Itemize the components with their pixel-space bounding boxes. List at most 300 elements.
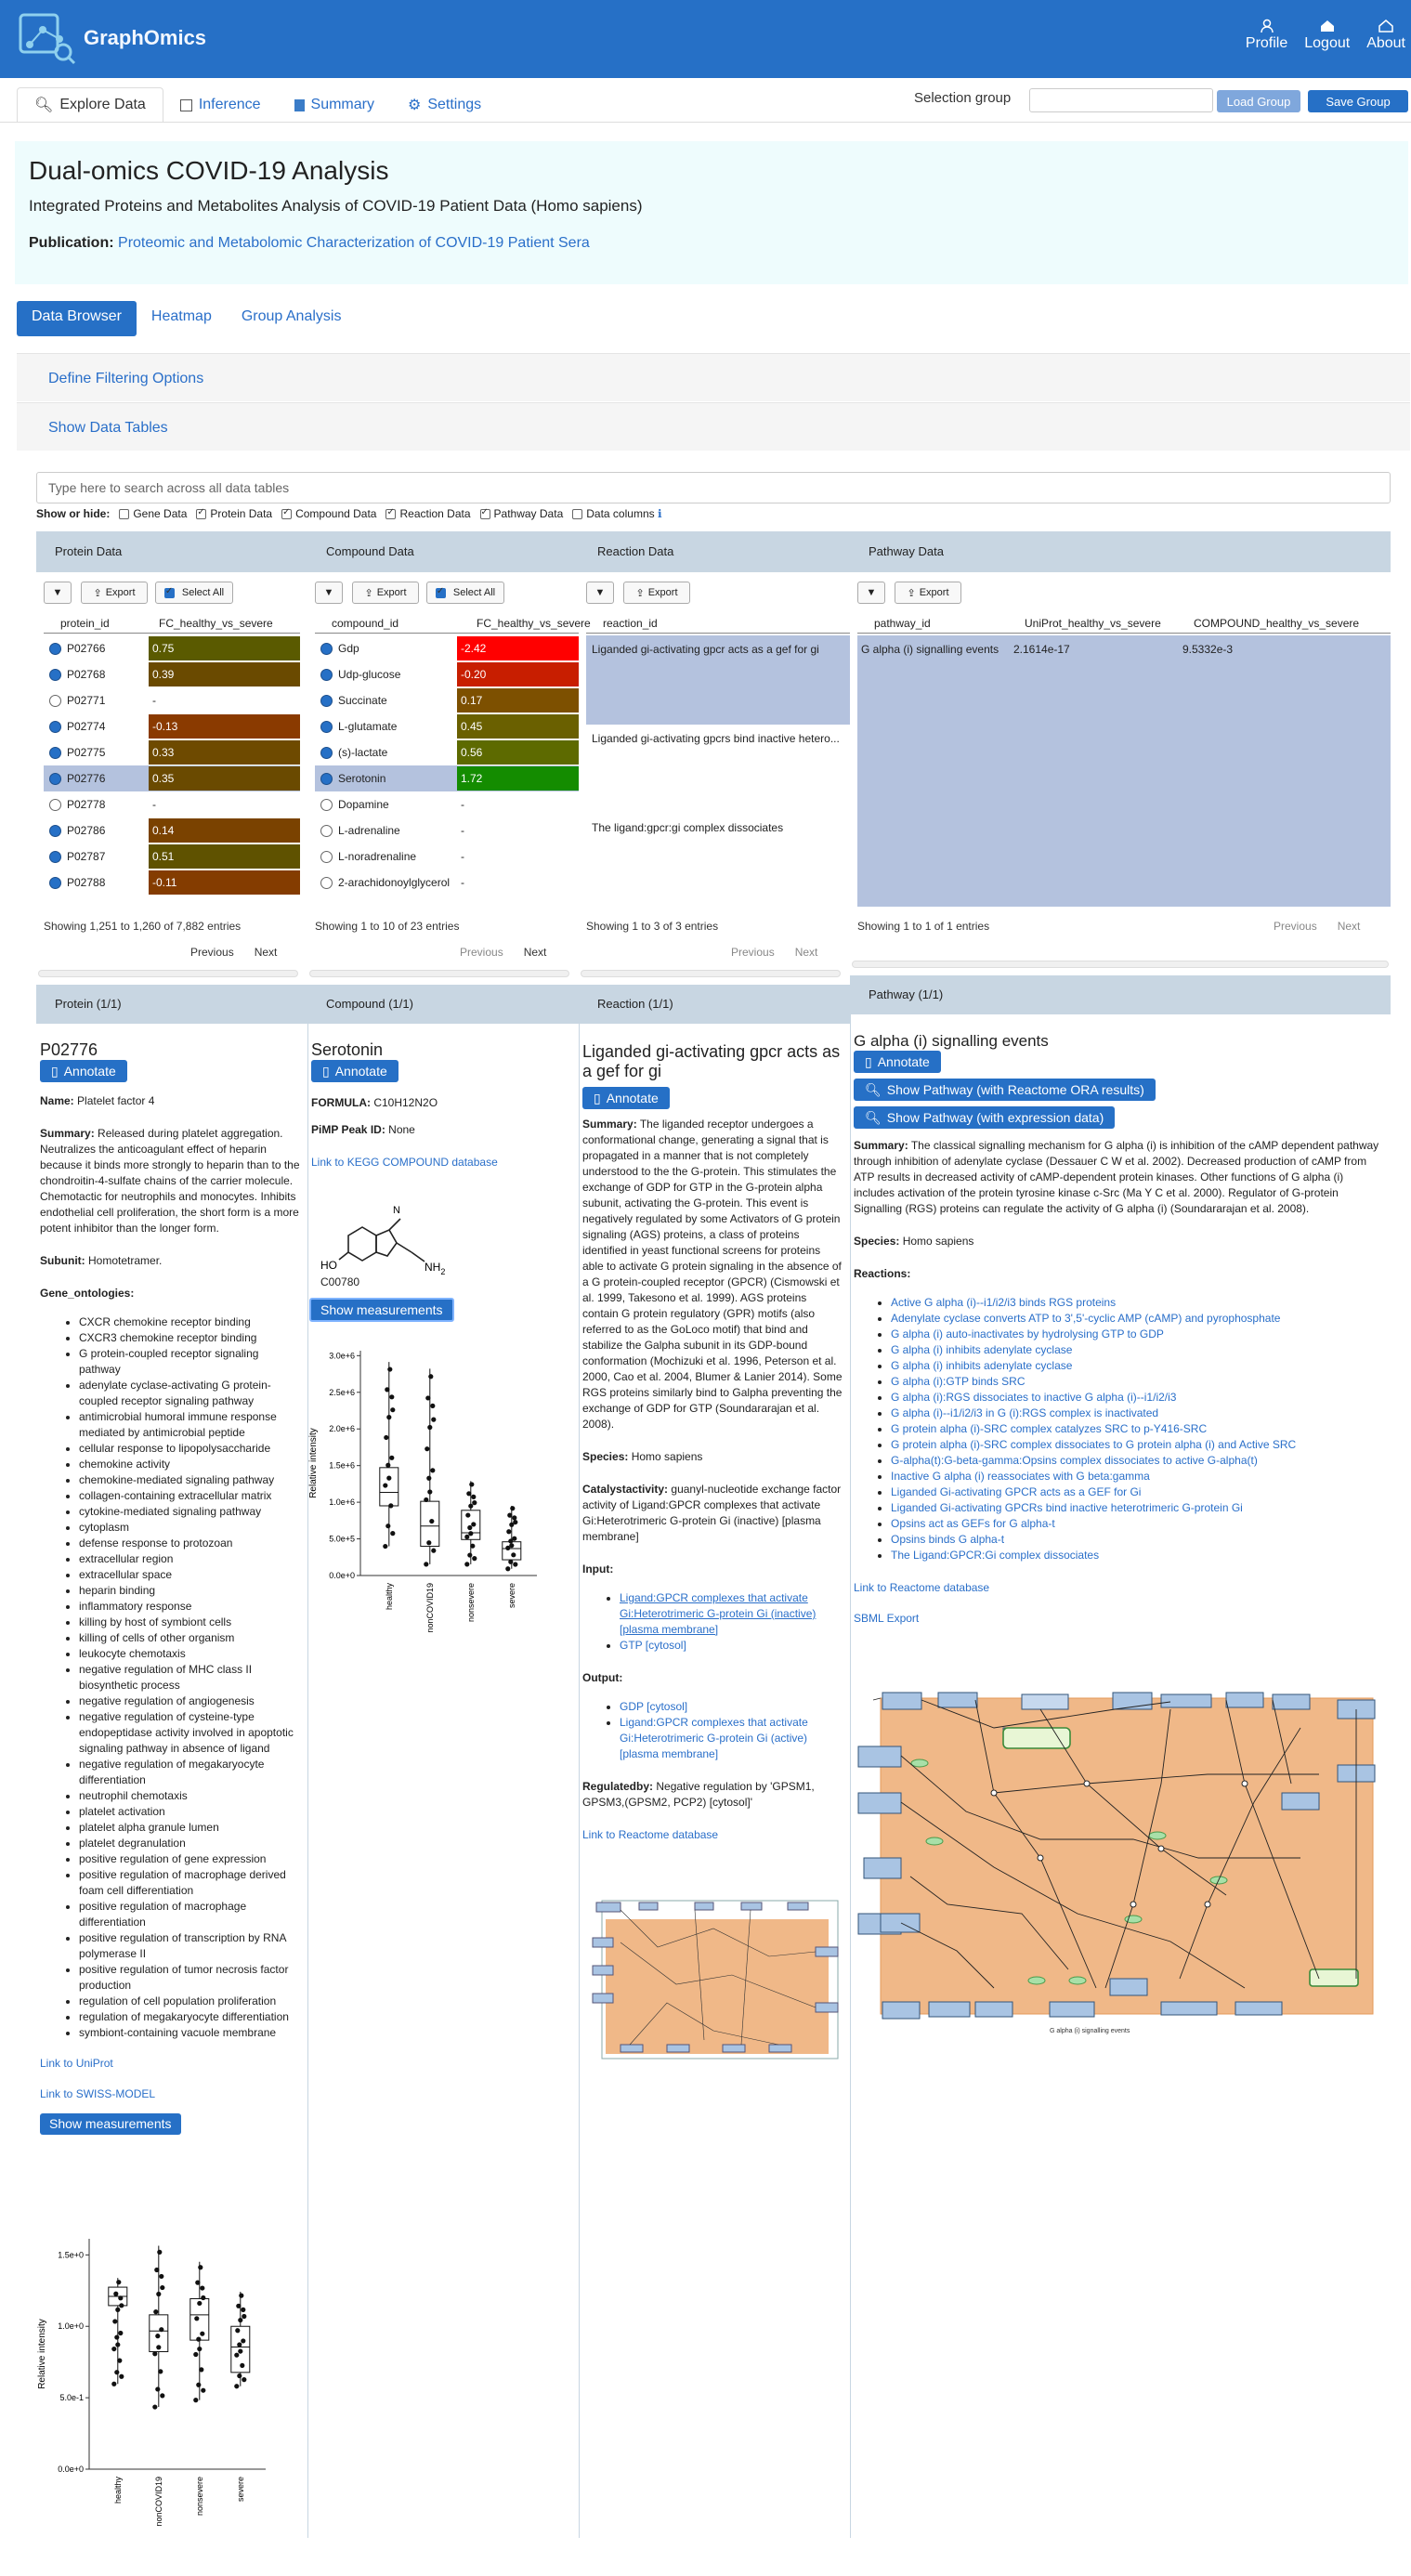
reaction-diagram-thumbnail[interactable] — [583, 1891, 845, 2068]
data-point — [426, 1476, 431, 1481]
col-protein-id[interactable]: protein_id — [60, 617, 110, 630]
col-fc[interactable]: FC_healthy_vs_severe — [159, 617, 273, 630]
annotate-button[interactable] — [40, 1060, 127, 1082]
fc-cell: -2.42 — [457, 636, 579, 660]
list-item — [891, 1295, 1387, 1311]
logout-label: Logout — [1304, 35, 1351, 51]
publication — [29, 235, 590, 252]
structure-atom-ho: HO — [320, 1259, 337, 1272]
selection-dot[interactable] — [320, 721, 333, 733]
table-row[interactable] — [315, 791, 579, 817]
gene-ontology-list — [79, 1314, 300, 2041]
next-link[interactable]: Next — [254, 946, 278, 959]
list-item — [891, 1453, 1387, 1469]
show-pathway-expression-button[interactable] — [854, 1106, 1115, 1129]
protein-boxplot — [33, 2229, 275, 2527]
selection-dot[interactable] — [49, 721, 61, 733]
list-item — [620, 1715, 844, 1762]
inference-icon — [180, 99, 192, 111]
table-row[interactable] — [315, 635, 579, 661]
table-row[interactable] — [44, 870, 300, 896]
export-label: Export — [647, 587, 678, 598]
selection-dot[interactable] — [320, 773, 333, 785]
table-row[interactable] — [315, 765, 579, 791]
fc-cell: 1.72 — [457, 766, 579, 791]
data-point — [471, 1522, 476, 1526]
tab-settings[interactable] — [391, 87, 498, 123]
summary-text: The classical signalling mechanism for G alpha (i) is inhibition of the cAMP dependent pathway through inhibition of adenylate cyclase (Dessauer C W et al. 2002). Decreased production of cAMP from ATP results in decreased activity of cAMP-dependent protein kinases. Other functions of G alpha (i) includes activation of the protein tyrosine kinase c-Src (Ma Y C et al. 2000). Regulator of G-protein Signalling (RGS) proteins can regulate the activity of G alpha (i) (Soundararajan et al. 2008). — [854, 1139, 1379, 1215]
checkbox-icon — [480, 509, 490, 519]
annotate-button[interactable] — [582, 1087, 670, 1109]
column-menu-button[interactable]: ▼ — [857, 582, 885, 604]
list-item — [891, 1469, 1387, 1484]
list-item: • neutrophil chemotaxis — [79, 1788, 300, 1804]
table-row[interactable] — [315, 661, 579, 687]
data-point — [116, 2280, 121, 2284]
selection-dot[interactable] — [320, 799, 333, 811]
selection-dot[interactable] — [49, 877, 61, 889]
pathway-table-info: Showing 1 to 1 of 1 entries — [857, 920, 990, 933]
output-link[interactable]: GDP [cytosol] — [620, 1700, 688, 1713]
data-point — [157, 2250, 162, 2255]
name-value: Platelet factor 4 — [77, 1094, 155, 1107]
data-point — [160, 2393, 164, 2398]
export-icon: ⇪ — [364, 587, 373, 599]
list-item: • platelet alpha granule lumen — [79, 1820, 300, 1836]
toggle-label: Reaction Data — [399, 507, 471, 520]
annotate-button[interactable] — [854, 1051, 941, 1073]
tab-data-browser[interactable]: Data Browser — [17, 301, 137, 336]
horizontal-scrollbar[interactable] — [581, 970, 841, 977]
data-point — [430, 1468, 435, 1472]
data-tables-accordion[interactable] — [17, 402, 1410, 451]
tick-label: 5.0e-1 — [59, 2393, 84, 2403]
next-link[interactable]: Next — [523, 946, 547, 959]
box — [380, 1468, 398, 1506]
pathway-reactions-list — [891, 1295, 1387, 1563]
data-point — [464, 1535, 469, 1539]
show-pathway-ora-button[interactable] — [854, 1079, 1156, 1101]
col-fc[interactable]: FC_healthy_vs_severe — [477, 617, 591, 630]
kegg-link[interactable]: Link to KEGG COMPOUND database — [311, 1156, 498, 1169]
list-item: • CXCR3 chemokine receptor binding — [79, 1330, 300, 1346]
input-list — [620, 1590, 844, 1654]
load-group-button[interactable]: Load Group — [1217, 90, 1300, 112]
data-point — [390, 1531, 395, 1536]
reactions-label: Reactions: — [854, 1267, 911, 1280]
pathway-row-selected[interactable] — [857, 635, 1391, 907]
protein-id-cell: P02771 — [67, 694, 106, 707]
reaction-link[interactable]: G protein alpha (i)-SRC complex catalyzes SRC to p-Y416-SRC — [891, 1422, 1208, 1435]
data-point — [118, 2331, 123, 2335]
list-item: • G protein-coupled receptor signaling pathway — [79, 1346, 300, 1378]
data-point — [159, 2274, 163, 2279]
column-menu-button[interactable]: ▼ — [44, 582, 72, 604]
reaction-link[interactable]: G alpha (i)--i1/i2/i3 in G (i):RGS complex is inactivated — [891, 1406, 1159, 1419]
data-point — [508, 1538, 513, 1543]
data-point — [198, 2265, 203, 2269]
data-point — [505, 1546, 510, 1550]
table-row[interactable] — [44, 713, 300, 739]
data-point — [238, 2318, 242, 2322]
publication-link[interactable]: Proteomic and Metabolomic Characterization of COVID-19 Patient Sera — [118, 235, 590, 251]
x-tick-label: nonCOVID19 — [153, 2477, 163, 2527]
fc-cell: - — [152, 694, 156, 707]
next-link[interactable]: Next — [794, 946, 818, 959]
compound-table-header — [315, 613, 591, 634]
reaction-row[interactable]: The ligand:gpcr:gi complex dissociates — [592, 821, 784, 834]
list-item — [620, 1638, 844, 1654]
search-icon: 🔍︎ — [34, 98, 54, 113]
pimp-label: PiMP Peak ID: — [311, 1123, 385, 1136]
compound-show-measurements-button[interactable]: Show measurements — [309, 1298, 454, 1322]
summary-label: Summary: — [582, 1118, 637, 1131]
table-row[interactable] — [315, 843, 579, 870]
reaction-link[interactable]: G alpha (i) inhibits adenylate cyclase — [891, 1343, 1073, 1356]
list-item: • antimicrobial humoral immune response mediated by antimicrobial peptide — [79, 1409, 300, 1441]
analysis-subtitle: Integrated Proteins and Metabolites Analysis of COVID-19 Patient Data (Homo sapiens) — [29, 197, 643, 215]
data-point — [200, 2332, 204, 2336]
tab-group-analysis[interactable]: Group Analysis — [241, 308, 342, 324]
compound-boxplot — [305, 1338, 546, 1635]
tick-label: 3.0e+6 — [329, 1351, 355, 1361]
toggle-data-columns[interactable] — [572, 507, 661, 520]
table-row[interactable] — [44, 765, 300, 791]
list-item — [891, 1500, 1387, 1516]
horizontal-scrollbar[interactable] — [309, 970, 569, 977]
logout-link[interactable] — [1304, 19, 1350, 52]
protein-id-title: P02776 — [40, 1040, 98, 1059]
tab-label: Inference — [198, 97, 261, 112]
pathway-detail-header: Pathway (1/1) — [850, 975, 1391, 1014]
tick-label: 1.0e+6 — [329, 1497, 355, 1508]
col-pathway-id[interactable]: pathway_id — [874, 617, 931, 630]
data-point — [234, 2384, 239, 2388]
data-point — [197, 2301, 202, 2306]
reaction-link[interactable]: Opsins binds G alpha-t — [891, 1533, 1005, 1546]
col-uniprot[interactable]: UniProt_healthy_vs_severe — [1025, 617, 1161, 630]
reaction-link[interactable]: G alpha (i):GTP binds SRC — [891, 1375, 1026, 1388]
swissmodel-link[interactable]: Link to SWISS-MODEL — [40, 2087, 156, 2100]
list-item: • positive regulation of gene expression — [79, 1851, 300, 1867]
table-row[interactable] — [315, 687, 579, 713]
gear-icon: ⚙ — [407, 98, 422, 113]
col-compound-id[interactable]: compound_id — [332, 617, 399, 630]
data-point — [427, 1489, 432, 1494]
protein-table-header — [44, 613, 300, 634]
export-icon: ⇪ — [907, 587, 916, 599]
table-row[interactable] — [315, 713, 579, 739]
protein-id-cell: P02768 — [67, 668, 106, 681]
structure-subscript: 2 — [440, 1267, 446, 1276]
structure-atom-n: N — [393, 1205, 400, 1216]
reaction-link[interactable]: G-alpha(t):G-beta-gamma:Opsins complex dissociates to active G-alpha(t) — [891, 1454, 1258, 1467]
reaction-export-button[interactable] — [623, 582, 690, 604]
toggle-reaction-data[interactable] — [385, 507, 470, 520]
table-row[interactable] — [44, 635, 300, 661]
table-row[interactable] — [44, 739, 300, 765]
previous-link[interactable]: Previous — [731, 946, 775, 959]
toggle-gene-data[interactable] — [119, 507, 187, 520]
column-menu-button[interactable]: ▼ — [315, 582, 343, 604]
selection-dot[interactable] — [320, 643, 333, 655]
reaction-link[interactable]: The Ligand:GPCR:Gi complex dissociates — [891, 1549, 1100, 1562]
data-point — [119, 2374, 124, 2379]
data-point — [152, 2351, 157, 2356]
data-point — [384, 1435, 388, 1440]
reaction-table-info: Showing 1 to 3 of 3 entries — [586, 920, 719, 933]
data-point — [237, 2342, 242, 2347]
accordion-label: Define Filtering Options — [48, 371, 204, 386]
data-point — [464, 1562, 469, 1566]
save-group-button[interactable]: Save Group — [1308, 90, 1408, 112]
data-point — [424, 1562, 428, 1566]
formula-value: C10H12N2O — [373, 1096, 438, 1109]
list-item: • chemokine activity — [79, 1457, 300, 1472]
compound-id-cell: Dopamine — [338, 798, 389, 811]
table-row[interactable] — [315, 817, 579, 843]
reaction-regulation — [582, 1779, 844, 1811]
list-item — [891, 1390, 1387, 1406]
list-item: • platelet degranulation — [79, 1836, 300, 1851]
list-item: • positive regulation of transcription by RNA polymerase II — [79, 1930, 300, 1962]
show-hide-bar — [36, 507, 662, 520]
list-item: • regulation of megakaryocyte differentiation — [79, 2009, 300, 2025]
list-item — [620, 1699, 844, 1715]
selection-dot[interactable] — [49, 695, 61, 707]
user-icon — [1260, 19, 1274, 33]
protein-table-info: Showing 1,251 to 1,260 of 7,882 entries — [44, 920, 242, 933]
tick-label: 0.0e+0 — [58, 2465, 84, 2474]
data-point — [470, 1544, 475, 1549]
selection-dot[interactable] — [49, 799, 61, 811]
reaction-detail-header: Reaction (1/1) — [579, 985, 850, 1024]
list-item — [891, 1437, 1387, 1453]
reaction-summary — [582, 1117, 844, 1432]
tab-heatmap[interactable]: Heatmap — [150, 308, 212, 324]
reaction-row[interactable]: Liganded gi-activating gpcrs bind inactive hetero... — [592, 732, 840, 745]
col-compound[interactable]: COMPOUND_healthy_vs_severe — [1194, 617, 1360, 630]
reactome-link[interactable]: Link to Reactome database — [854, 1581, 990, 1594]
data-point — [241, 2308, 245, 2312]
publication-label: Publication: — [29, 235, 114, 251]
input-link[interactable]: Ligand:GPCR complexes that activate Gi:Heterotrimeric G-protein Gi (inactive) [plasma membrane] — [620, 1591, 817, 1636]
export-label: Export — [105, 587, 136, 598]
horizontal-scrollbar[interactable] — [852, 961, 1389, 968]
protein-select-all-button[interactable] — [155, 582, 233, 604]
compound-id-cell: L-noradrenaline — [338, 850, 417, 863]
toggle-pathway-data[interactable] — [480, 507, 564, 520]
annotate-label: Annotate — [606, 1090, 659, 1105]
summary-label: Summary: — [40, 1127, 95, 1140]
table-row[interactable] — [44, 843, 300, 870]
list-item: • extracellular space — [79, 1567, 300, 1583]
summary-label: Summary: — [854, 1139, 908, 1152]
toggle-protein-data[interactable] — [196, 507, 272, 520]
list-item: • killing of cells of other organism — [79, 1630, 300, 1646]
selection-dot[interactable] — [49, 825, 61, 837]
x-tick-label: severe — [235, 2477, 245, 2503]
species-value: Homo sapiens — [902, 1235, 974, 1248]
reaction-link[interactable]: Inactive G alpha (i) reassociates with G beta:gamma — [891, 1470, 1150, 1483]
button-label: Show Pathway (with expression data) — [886, 1109, 1104, 1125]
data-point — [159, 2327, 163, 2332]
selection-dot[interactable] — [49, 851, 61, 863]
subunit-value: Homotetramer. — [88, 1254, 163, 1267]
data-point — [508, 1560, 513, 1564]
x-tick-label: healthy — [384, 1583, 394, 1611]
reaction-link[interactable]: Liganded Gi-activating GPCRs bind inactive heterotrimeric G-protein Gi — [891, 1501, 1243, 1514]
selection-dot[interactable] — [49, 669, 61, 681]
selection-dot[interactable] — [320, 747, 333, 759]
annotate-button[interactable] — [311, 1060, 398, 1082]
selection-dot[interactable] — [320, 669, 333, 681]
previous-link[interactable]: Previous — [1274, 920, 1317, 933]
col-reaction-id[interactable]: reaction_id — [603, 617, 658, 630]
previous-link[interactable]: Previous — [190, 946, 234, 959]
profile-label: Profile — [1245, 35, 1288, 51]
list-item: • negative regulation of MHC class II biosynthetic process — [79, 1662, 300, 1693]
protein-id-cell: P02778 — [67, 798, 106, 811]
reaction-link[interactable]: Active G alpha (i)--i1/i2/i3 binds RGS proteins — [891, 1296, 1117, 1309]
table-row[interactable] — [44, 661, 300, 687]
list-item — [891, 1421, 1387, 1437]
column-menu-button[interactable]: ▼ — [586, 582, 614, 604]
selection-dot[interactable] — [320, 877, 333, 889]
data-point — [424, 1497, 428, 1502]
search-icon: 🔍︎ — [865, 1109, 882, 1125]
reaction-link[interactable]: G protein alpha (i)-SRC complex dissociates to G protein alpha (i) and Active SRC — [891, 1438, 1297, 1451]
checkbox-icon — [164, 588, 175, 598]
list-item: • negative regulation of cysteine-type endopeptidase activity involved in apoptotic signaling pathway in absence of ligand — [79, 1709, 300, 1757]
pathway-detail — [854, 1033, 1387, 1627]
data-point — [426, 1540, 431, 1545]
data-point — [238, 2348, 242, 2353]
data-point — [242, 2377, 246, 2382]
toggle-label: Gene Data — [133, 507, 188, 520]
formula-label: FORMULA: — [311, 1096, 371, 1109]
tick-label: 1.0e+0 — [58, 2321, 84, 2332]
structure-atom-nh2 — [425, 1261, 445, 1276]
selection-dot[interactable] — [320, 695, 333, 707]
data-point — [111, 2347, 116, 2351]
selection-dot[interactable] — [49, 747, 61, 759]
divider — [307, 1024, 308, 2538]
selection-dot[interactable] — [49, 643, 61, 655]
reaction-link[interactable]: G alpha (i):RGS dissociates to inactive G alpha (i)--i1/i2/i3 — [891, 1391, 1177, 1404]
toggle-label: Protein Data — [210, 507, 273, 520]
pathway-export-button[interactable] — [895, 582, 961, 604]
compound-select-all-button[interactable] — [426, 582, 504, 604]
table-row[interactable] — [44, 817, 300, 843]
data-point — [467, 1552, 472, 1557]
species-value: Homo sapiens — [631, 1450, 703, 1463]
reaction-link[interactable]: Opsins act as GEFs for G alpha-t — [891, 1517, 1055, 1530]
reaction-link[interactable]: G alpha (i) inhibits adenylate cyclase — [891, 1359, 1073, 1372]
export-icon: ⇪ — [635, 587, 645, 599]
showhide-label: Show or hide: — [36, 507, 111, 520]
tick-label: 1.5e+6 — [329, 1460, 355, 1471]
global-search-input[interactable]: Type here to search across all data tables — [36, 472, 1391, 503]
annotate-label: Annotate — [63, 1063, 116, 1079]
selection-dot[interactable] — [320, 825, 333, 837]
annotate-icon: ▯ — [51, 1063, 59, 1079]
previous-link[interactable]: Previous — [460, 946, 503, 959]
list-item — [891, 1358, 1387, 1374]
protein-id-cell: P02788 — [67, 876, 106, 889]
protein-show-measurements-button[interactable]: Show measurements — [40, 2113, 181, 2135]
about-link[interactable] — [1366, 19, 1405, 52]
input-link[interactable]: GTP [cytosol] — [620, 1639, 686, 1652]
profile-link[interactable] — [1246, 19, 1287, 52]
selection-group-label: Selection group — [914, 90, 1012, 106]
uniprot-link[interactable]: Link to UniProt — [40, 2057, 113, 2070]
tick-label: 1.5e+0 — [58, 2250, 84, 2260]
pathway-summary — [854, 1138, 1387, 1217]
table-row[interactable] — [315, 739, 579, 765]
next-link[interactable]: Next — [1337, 920, 1361, 933]
list-item: • regulation of cell population proliferation — [79, 1994, 300, 2009]
reaction-link[interactable]: Adenylate cyclase converts ATP to 3',5'-cyclic AMP (cAMP) and pyrophosphate — [891, 1312, 1281, 1325]
table-row[interactable] — [44, 791, 300, 817]
summary-text: Released during platelet aggregation. Neutralizes the anticoagulant effect of heparin because it binds more strongly to heparin than to the chondroitin-4-sulfate chains of the carrier molecule. Chemotactic for neutrophils and monocytes. Inhibits endothelial cell proliferation, the short form is a more potent inhibitor than the longer form. — [40, 1127, 300, 1235]
filter-options-accordion[interactable] — [17, 353, 1410, 401]
toggle-compound-data[interactable] — [281, 507, 376, 520]
selection-dot[interactable] — [320, 851, 333, 863]
table-row[interactable] — [44, 687, 300, 713]
data-point — [509, 1523, 514, 1527]
reactome-link[interactable]: Link to Reactome database — [582, 1828, 719, 1841]
tab-inference[interactable] — [163, 87, 278, 123]
about-icon — [1378, 19, 1393, 33]
reaction-link[interactable]: G alpha (i) auto-inactivates by hydrolysing GTP to GDP — [891, 1327, 1164, 1340]
protein-panel-header: Protein Data — [36, 531, 307, 572]
data-point — [510, 1506, 515, 1510]
fc-cell: 0.45 — [457, 714, 579, 739]
fc-cell: - — [152, 798, 156, 811]
sbml-export-link[interactable]: SBML Export — [854, 1612, 920, 1625]
checkbox-icon — [572, 509, 582, 519]
tab-summary[interactable] — [278, 87, 391, 123]
selection-group-input[interactable] — [1029, 88, 1213, 112]
data-point — [196, 2337, 201, 2342]
fc-cell: - — [461, 798, 464, 811]
horizontal-scrollbar[interactable] — [38, 970, 298, 977]
protein-export-button[interactable] — [81, 582, 148, 604]
data-point — [113, 2292, 118, 2296]
compound-formula — [311, 1095, 571, 1111]
data-point — [197, 2347, 202, 2351]
checkbox-icon — [436, 588, 446, 598]
data-point — [237, 2373, 242, 2378]
select-all-label: Select All — [452, 587, 496, 598]
output-link[interactable]: Ligand:GPCR complexes that activate Gi:Heterotrimeric G-protein Gi (active) [plasma membrane] — [620, 1716, 808, 1760]
compound-export-button[interactable] — [352, 582, 419, 604]
reaction-link[interactable]: Liganded Gi-activating GPCR acts as a GEF for Gi — [891, 1485, 1142, 1498]
reaction-row-selected[interactable]: Liganded gi-activating gpcr acts as a gef for gi — [586, 635, 850, 725]
tab-explore-data[interactable] — [17, 87, 163, 123]
app-name: GraphOmics — [84, 26, 207, 49]
pathway-diagram[interactable] — [855, 1672, 1386, 2053]
x-tick-label: severe — [506, 1583, 516, 1609]
compound-detail-header: Compound (1/1) — [307, 985, 579, 1024]
fc-cell: - — [461, 876, 464, 889]
table-row[interactable] — [315, 870, 579, 896]
list-item: • positive regulation of macrophage differentiation — [79, 1899, 300, 1930]
selection-dot[interactable] — [49, 773, 61, 785]
x-tick-label: nonCOVID19 — [425, 1583, 435, 1633]
compound-id-cell: Serotonin — [338, 772, 386, 785]
